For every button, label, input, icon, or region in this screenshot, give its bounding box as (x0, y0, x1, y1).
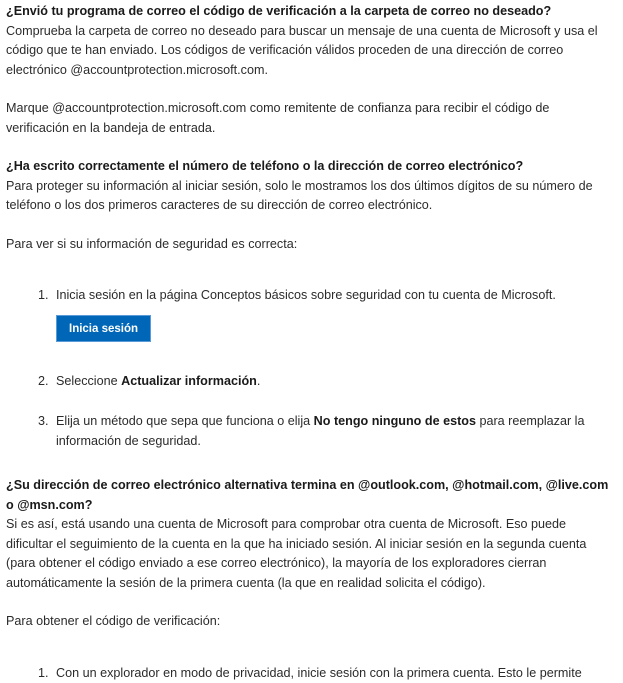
list-item (6, 372, 613, 392)
step-text: Con un explorador en modo de privacidad, inicie sesión con la primera cuenta. Esto le permite (56, 664, 613, 683)
trusted-sender-tip: Marque @accountprotection.microsoft.com como remitente de confianza para recibir el código de verificación en la bandeja de entrada. (6, 99, 613, 138)
section-heading-alt: ¿Su dirección de correo electrónico alternativa termina en @outlook.com, @hotmail.com, @live.com o @msn.com? (6, 476, 613, 515)
list-item (6, 412, 613, 451)
step-number: 2. (38, 372, 56, 392)
sign-in-button[interactable]: Inicia sesión (56, 315, 151, 342)
section-heading-junk: ¿Envió tu programa de correo el código de verificación a la carpeta de correo no deseado? (6, 2, 613, 22)
section-intro-alt: Para obtener el código de verificación: (6, 612, 613, 632)
step-number: 3. (38, 412, 56, 451)
list-item (6, 664, 613, 683)
step-text: Elija un método que sepa que funciona o elija No tengo ninguno de estos para reemplazar la información de seguridad. (56, 412, 613, 451)
step-number: 1. (38, 286, 56, 342)
step-number: 1. (38, 664, 56, 683)
list-item (6, 286, 613, 342)
steps-list-alt (6, 664, 613, 683)
step-text: Seleccione Actualizar información. (56, 372, 613, 392)
step-text: Inicia sesión en la página Conceptos básicos sobre seguridad con tu cuenta de Microsoft. (56, 288, 556, 302)
steps-list-typed (6, 286, 613, 451)
section-body-typed: Para proteger su información al iniciar sesión, solo le mostramos los dos últimos dígitos de su número de teléfono o los dos primeros caracteres de su dirección de correo electrónico. (6, 177, 613, 216)
section-intro-typed: Para ver si su información de seguridad es correcta: (6, 235, 613, 255)
section-body-alt: Si es así, está usando una cuenta de Microsoft para comprobar otra cuenta de Microsoft. Eso puede dificultar el seguimiento de la cuenta en la que ha iniciado sesión. Al iniciar sesión en la segunda cuenta (para obtener el código enviado a ese correo electrónico), la mayoría de los exploradores cierran automáticamente la sesión de la primera cuenta (la que en realidad solicita el código). (6, 515, 613, 593)
section-heading-typed: ¿Ha escrito correctamente el número de teléfono o la dirección de correo electrónico? (6, 157, 613, 177)
section-body-junk: Comprueba la carpeta de correo no deseado para buscar un mensaje de una cuenta de Microsoft y usa el código que te han enviado. Los códigos de verificación válidos proceden de una dirección de correo electrónico @accountprotection.microsoft.com. (6, 22, 613, 81)
